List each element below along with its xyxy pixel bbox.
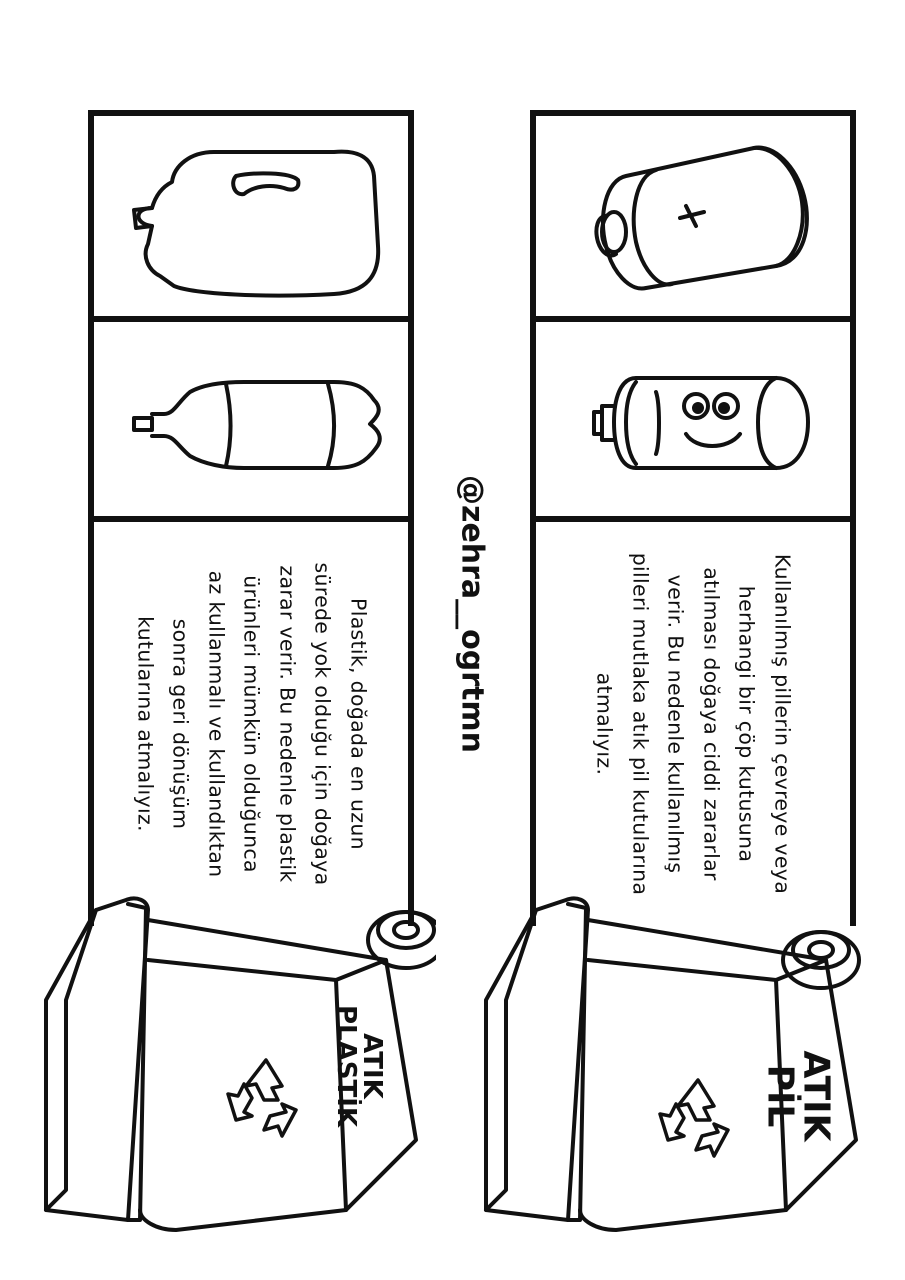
jug-icon — [94, 116, 408, 316]
text-line: atmalıyız. — [593, 672, 617, 776]
text-line: sürede yok olduğu için doğaya — [310, 562, 335, 886]
battery-bin — [476, 890, 876, 1240]
battery-strip — [530, 110, 856, 926]
plastic-text-cell — [94, 522, 408, 926]
text-line: kutularına atmalıyız. — [133, 616, 158, 832]
text-line: pilleri mutlaka atık pil kutularına — [628, 552, 653, 896]
text-line: az kullanmalı ve kullandıktan — [204, 570, 229, 878]
battery-icon — [536, 116, 850, 316]
text-line: sonra geri dönüşüm — [168, 618, 193, 830]
recycle-icon — [648, 1070, 748, 1170]
watermark: @zehra__ogrtmn — [454, 474, 490, 754]
bin-label-line: ATIK — [795, 1050, 837, 1142]
text-line: verir. Bu nedenle kullanılmış — [664, 574, 688, 874]
battery-bin-label — [759, 1050, 837, 1142]
text-line: Plastik, doğada en uzun — [346, 598, 371, 850]
battery-description — [587, 534, 800, 914]
battery-text-cell — [536, 522, 850, 926]
bin-label-line: PİL — [759, 1064, 801, 1128]
bin-label-line: ATIK — [357, 1033, 388, 1099]
text-line: Kullanılmış pillerin çevreye veya — [770, 553, 795, 895]
plastic-strip — [88, 110, 414, 926]
bin-label-line: PLASTİK — [331, 1004, 362, 1128]
text-line: ürünleri mümkün olduğunca — [239, 575, 264, 873]
battery-face-icon — [536, 322, 850, 522]
plastic-description — [127, 524, 376, 924]
plastic-bin — [36, 890, 436, 1240]
text-line: zarar verir. Bu nedenle plastik — [275, 565, 300, 883]
text-line: herhangi bir çöp kutusuna — [735, 585, 759, 863]
text-line: atılması doğaya ciddi zararlar — [699, 567, 724, 881]
recycle-icon — [216, 1050, 316, 1150]
plastic-bin-label — [331, 1004, 388, 1128]
bottle-icon — [94, 322, 408, 522]
